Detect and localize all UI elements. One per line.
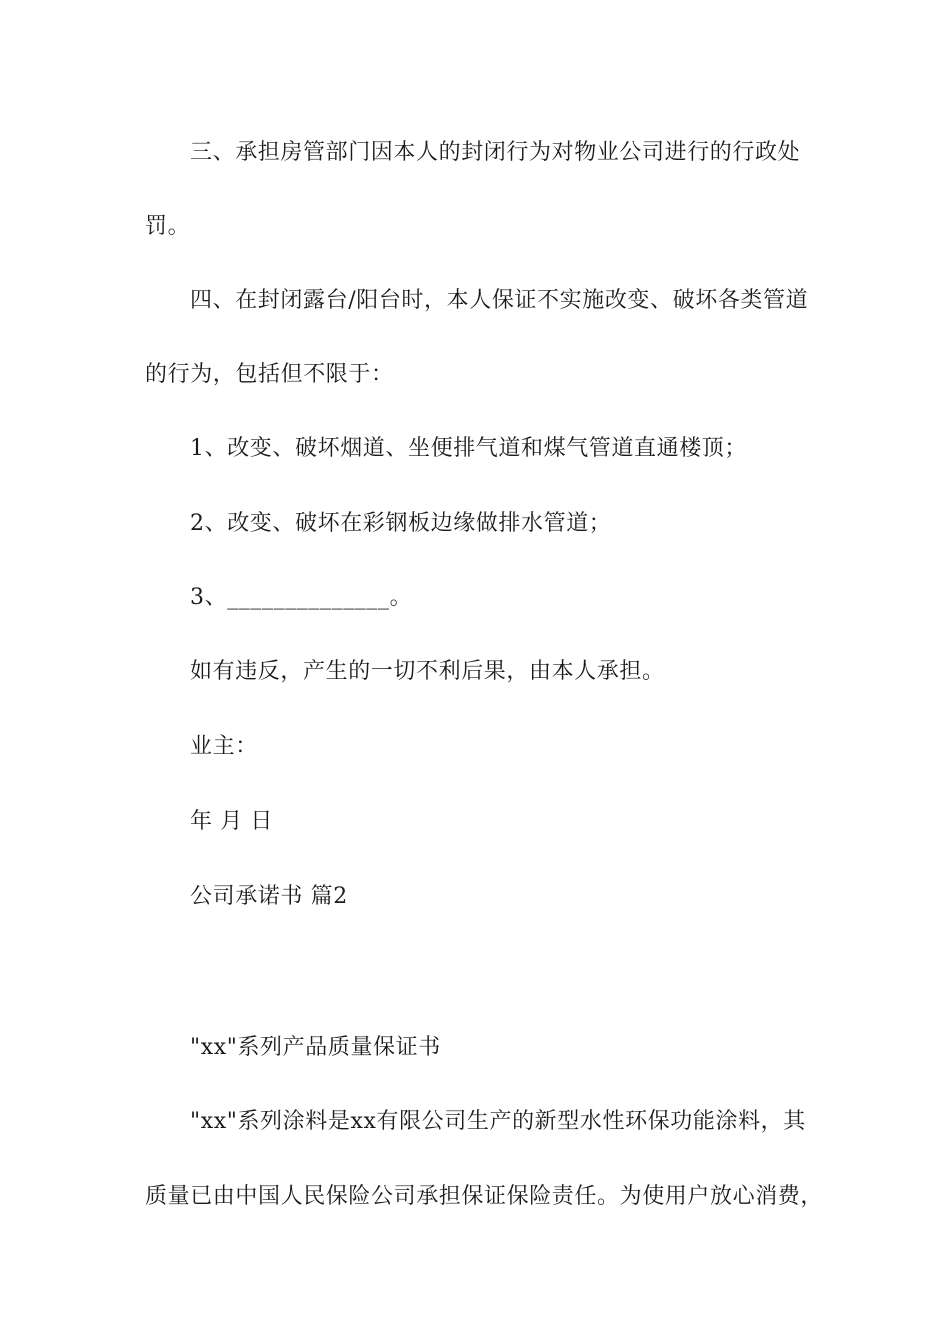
paragraph-guarantee-line-1: "xx"系列涂料是xx有限公司生产的新型水性环保功能涂料，其: [190, 1109, 806, 1134]
paragraph-consequence: 如有违反，产生的一切不利后果，由本人承担。: [190, 659, 665, 684]
paragraph-clause-3-line-1: 三、承担房管部门因本人的封闭行为对物业公司进行的行政处: [190, 140, 801, 165]
guarantee-title: "xx"系列产品质量保证书: [190, 1035, 441, 1060]
list-item-2: 2、改变、破坏在彩钢板边缘做排水管道；: [190, 511, 612, 536]
paragraph-clause-4-line-1: 四、在封闭露台/阳台时，本人保证不实施改变、破坏各类管道: [190, 288, 809, 313]
list-item-3: 3、______________。: [190, 585, 413, 610]
paragraph-clause-3-line-2: 罚。: [145, 214, 191, 239]
date-label: 年 月 日: [190, 809, 273, 834]
paragraph-clause-4-line-2: 的行为，包括但不限于：: [145, 362, 394, 387]
section-heading: 公司承诺书 篇2: [190, 884, 348, 909]
owner-signature-label: 业主：: [190, 734, 258, 759]
paragraph-guarantee-line-2: 质量已由中国人民保险公司承担保证保险责任。为使用户放心消费，: [145, 1184, 824, 1209]
list-item-1: 1、改变、破坏烟道、坐便排气道和煤气管道直通楼顶；: [190, 436, 747, 461]
